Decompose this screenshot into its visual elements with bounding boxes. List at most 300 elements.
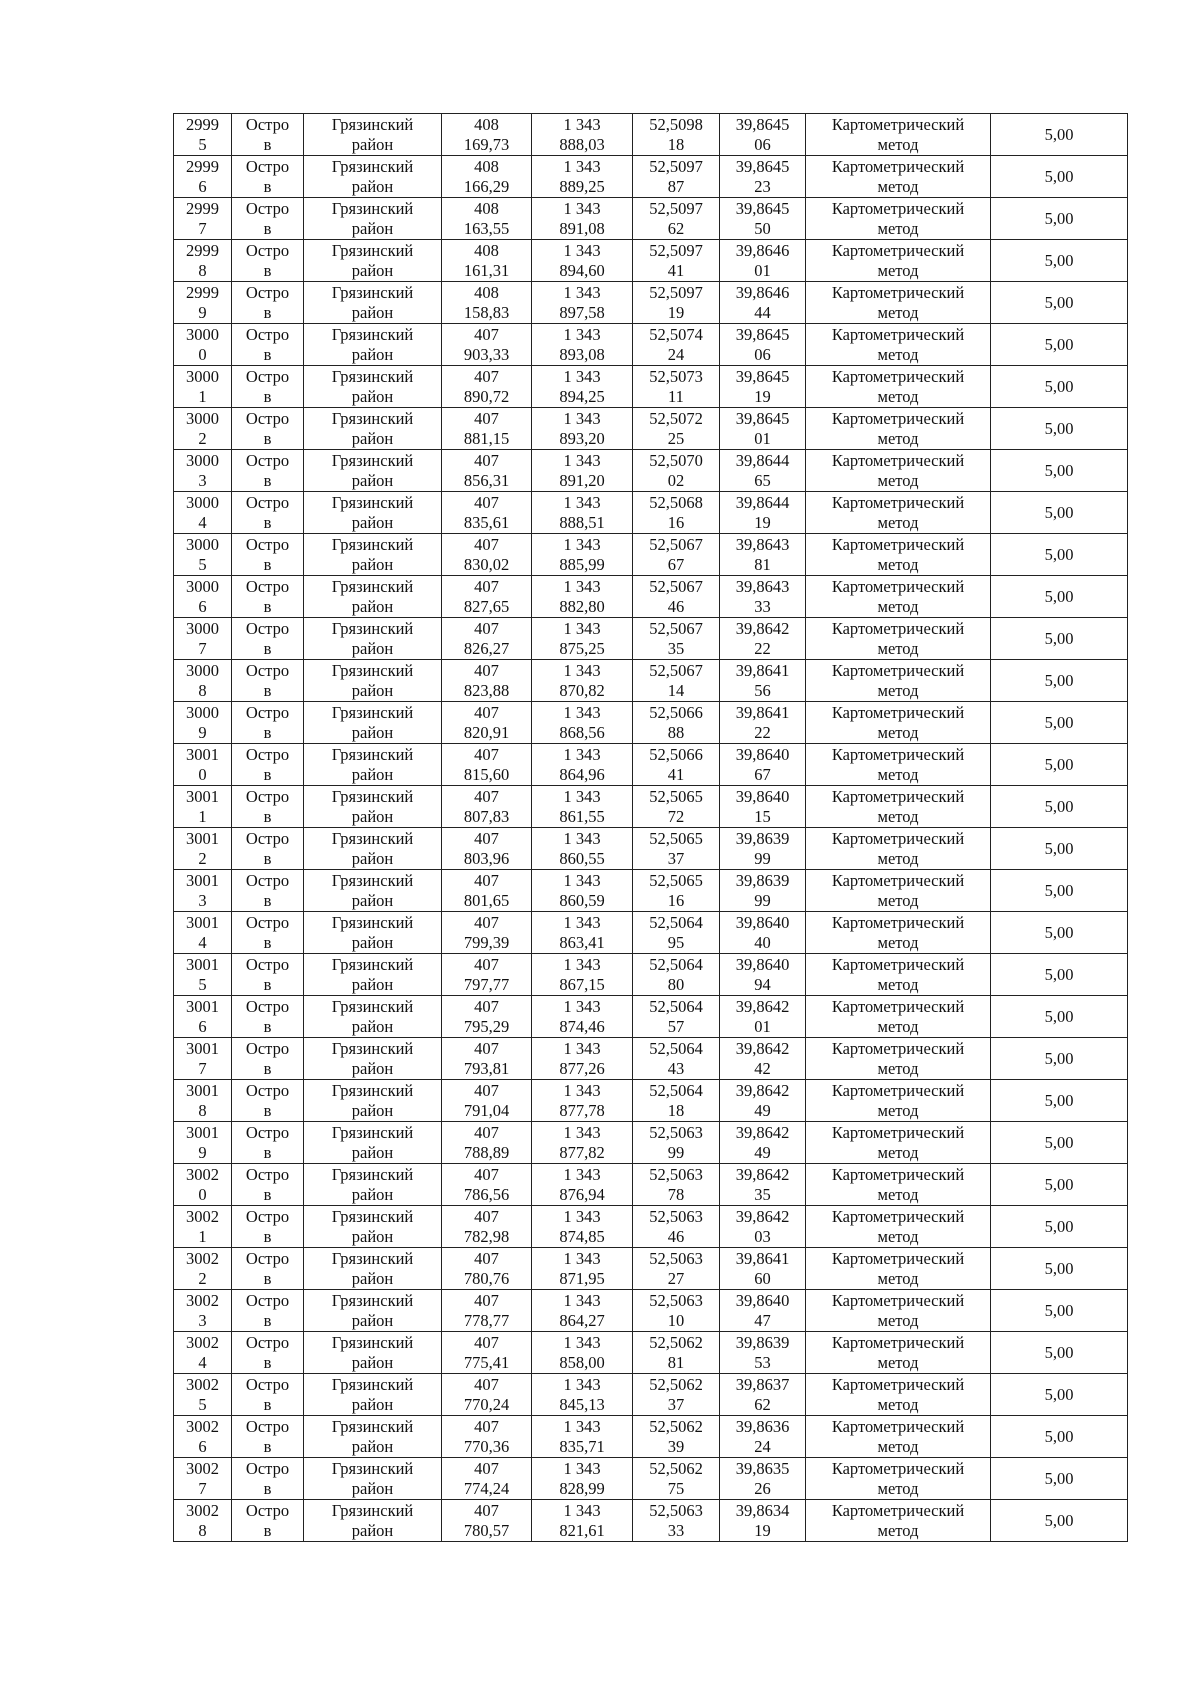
longitude-cell-line-2: 26 (754, 1478, 771, 1498)
longitude-cell (720, 828, 806, 870)
object-type-cell-line-2: в (263, 1478, 272, 1498)
latitude-cell (633, 492, 720, 534)
point-number-cell (174, 1290, 232, 1332)
method-cell-line-2: метод (877, 134, 919, 154)
longitude-cell-line-2: 40 (754, 932, 771, 952)
coord-x-cell-line-1: 407 (474, 660, 499, 680)
method-cell-line-1: Картометрический (831, 492, 965, 512)
accuracy-cell: 5,00 (991, 1122, 1128, 1164)
object-type-cell-line-2: в (263, 386, 272, 406)
latitude-cell-line-2: 75 (667, 1478, 685, 1498)
object-type-cell-line-1: Остро (245, 1332, 290, 1352)
object-type-cell (232, 1374, 304, 1416)
method-cell-line-2: метод (877, 1268, 919, 1288)
longitude-cell (720, 492, 806, 534)
latitude-cell (633, 1500, 720, 1542)
point-number-cell-line-1: 3001 (186, 744, 219, 764)
method-cell-line-1: Картометрический (831, 912, 965, 932)
latitude-cell (633, 954, 720, 996)
point-number-cell-line-1: 3000 (186, 534, 219, 554)
method-cell-line-1: Картометрический (831, 702, 965, 722)
point-number-cell (174, 702, 232, 744)
object-type-cell-line-2: в (263, 428, 272, 448)
coord-x-cell-line-1: 407 (474, 996, 499, 1016)
coord-x-cell (442, 1416, 532, 1458)
object-type-cell (232, 744, 304, 786)
coord-y-cell (532, 618, 633, 660)
object-type-cell-line-2: в (263, 764, 272, 784)
latitude-cell-line-1: 52,5068 (649, 492, 703, 512)
coord-y-cell-line-2: 868,56 (559, 722, 605, 742)
district-cell (304, 198, 442, 240)
district-cell-line-1: Грязинский (331, 1290, 414, 1310)
district-cell-line-1: Грязинский (331, 450, 414, 470)
coord-y-cell (532, 1458, 633, 1500)
method-cell-line-2: метод (877, 932, 919, 952)
coord-y-cell (532, 1374, 633, 1416)
longitude-cell-line-1: 39,8642 (735, 618, 790, 638)
latitude-cell-line-1: 52,5065 (649, 786, 703, 806)
coord-x-cell-line-1: 407 (474, 1290, 499, 1310)
point-number-cell (174, 660, 232, 702)
object-type-cell-line-1: Остро (245, 618, 290, 638)
coord-x-cell-line-2: 795,29 (463, 1016, 510, 1036)
object-type-cell-line-2: в (263, 680, 272, 700)
object-type-cell-line-2: в (263, 1058, 272, 1078)
table-row (174, 912, 1128, 954)
coord-x-cell (442, 282, 532, 324)
point-number-cell-line-1: 3002 (186, 1248, 219, 1268)
object-type-cell-line-1: Остро (245, 1458, 290, 1478)
point-number-cell (174, 156, 232, 198)
accuracy-cell: 5,00 (991, 1332, 1128, 1374)
district-cell-line-1: Грязинский (331, 1038, 414, 1058)
coord-x-cell-line-2: 782,98 (463, 1226, 510, 1246)
latitude-cell-line-2: 57 (667, 1016, 685, 1036)
district-cell (304, 954, 442, 996)
longitude-cell-line-2: 15 (754, 806, 771, 826)
coord-y-cell-line-1: 1 343 (563, 1206, 601, 1226)
longitude-cell-line-1: 39,8643 (735, 534, 790, 554)
latitude-cell-line-1: 52,5062 (649, 1332, 703, 1352)
point-number-cell-line-1: 3001 (186, 1038, 219, 1058)
longitude-cell-line-2: 49 (754, 1142, 771, 1162)
accuracy-cell: 5,00 (991, 450, 1128, 492)
object-type-cell-line-2: в (263, 638, 272, 658)
method-cell-line-2: метод (877, 1100, 919, 1120)
district-cell-line-2: район (351, 218, 394, 238)
coord-y-cell (532, 954, 633, 996)
point-number-cell-line-1: 3000 (186, 702, 219, 722)
district-cell (304, 912, 442, 954)
longitude-cell (720, 198, 806, 240)
longitude-cell-line-2: 23 (754, 176, 771, 196)
table-row (174, 1374, 1128, 1416)
object-type-cell-line-2: в (263, 1520, 272, 1540)
coord-y-cell-line-2: 858,00 (559, 1352, 605, 1372)
longitude-cell-line-1: 39,8642 (735, 1206, 790, 1226)
coord-x-cell (442, 912, 532, 954)
table-body (174, 114, 1128, 1542)
object-type-cell (232, 618, 304, 660)
coord-x-cell (442, 324, 532, 366)
longitude-cell-line-1: 39,8639 (735, 870, 790, 890)
point-number-cell-line-1: 3002 (186, 1458, 219, 1478)
method-cell (806, 870, 991, 912)
point-number-cell-line-1: 3000 (186, 576, 219, 596)
longitude-cell-line-2: 50 (754, 218, 771, 238)
point-number-cell-line-1: 3000 (186, 450, 219, 470)
district-cell (304, 450, 442, 492)
method-cell-line-2: метод (877, 638, 919, 658)
coord-x-cell-line-1: 408 (474, 114, 499, 134)
point-number-cell-line-2: 0 (198, 1184, 207, 1204)
coord-y-cell (532, 198, 633, 240)
longitude-cell-line-2: 49 (754, 1100, 771, 1120)
district-cell (304, 324, 442, 366)
object-type-cell-line-2: в (263, 932, 272, 952)
object-type-cell-line-1: Остро (245, 786, 290, 806)
method-cell-line-1: Картометрический (831, 324, 965, 344)
method-cell-line-2: метод (877, 470, 919, 490)
district-cell (304, 1458, 442, 1500)
coord-x-cell-line-1: 407 (474, 1458, 499, 1478)
longitude-cell-line-1: 39,8639 (735, 828, 790, 848)
coord-y-cell-line-2: 864,96 (559, 764, 605, 784)
object-type-cell-line-1: Остро (245, 240, 290, 260)
longitude-cell-line-1: 39,8644 (735, 450, 790, 470)
coord-y-cell-line-2: 871,95 (559, 1268, 605, 1288)
latitude-cell (633, 156, 720, 198)
coord-y-cell (532, 282, 633, 324)
coord-x-cell-line-2: 820,91 (463, 722, 510, 742)
district-cell (304, 828, 442, 870)
coord-x-cell (442, 408, 532, 450)
method-cell-line-2: метод (877, 386, 919, 406)
district-cell-line-2: район (351, 680, 394, 700)
coord-y-cell (532, 324, 633, 366)
method-cell (806, 156, 991, 198)
object-type-cell-line-2: в (263, 260, 272, 280)
point-number-cell (174, 534, 232, 576)
district-cell-line-1: Грязинский (331, 1458, 414, 1478)
latitude-cell (633, 114, 720, 156)
longitude-cell-line-1: 39,8645 (735, 114, 790, 134)
point-number-cell-line-1: 3001 (186, 786, 219, 806)
method-cell-line-2: метод (877, 218, 919, 238)
method-cell (806, 240, 991, 282)
accuracy-cell: 5,00 (991, 744, 1128, 786)
point-number-cell-line-1: 3000 (186, 492, 219, 512)
district-cell-line-2: район (351, 1058, 394, 1078)
point-number-cell-line-1: 3000 (186, 408, 219, 428)
object-type-cell-line-2: в (263, 1436, 272, 1456)
latitude-cell-line-1: 52,5063 (649, 1206, 703, 1226)
method-cell-line-1: Картометрический (831, 618, 965, 638)
district-cell (304, 156, 442, 198)
coord-x-cell (442, 702, 532, 744)
coord-y-cell (532, 786, 633, 828)
coord-y-cell (532, 1416, 633, 1458)
coord-y-cell (532, 1248, 633, 1290)
latitude-cell-line-1: 52,5063 (649, 1500, 703, 1520)
point-number-cell (174, 576, 232, 618)
coord-x-cell-line-1: 407 (474, 912, 499, 932)
district-cell-line-2: район (351, 554, 394, 574)
object-type-cell (232, 282, 304, 324)
district-cell-line-2: район (351, 302, 394, 322)
latitude-cell-line-1: 52,5074 (649, 324, 703, 344)
method-cell-line-2: метод (877, 848, 919, 868)
coord-y-cell-line-2: 874,46 (559, 1016, 605, 1036)
coordinates-table (173, 113, 1128, 1542)
coord-x-cell (442, 996, 532, 1038)
latitude-cell (633, 870, 720, 912)
coord-x-cell (442, 1080, 532, 1122)
method-cell-line-1: Картометрический (831, 114, 965, 134)
coord-x-cell-line-2: 780,57 (463, 1520, 510, 1540)
longitude-cell-line-1: 39,8641 (735, 660, 790, 680)
latitude-cell-line-2: 24 (667, 344, 685, 364)
coord-x-cell-line-1: 407 (474, 1122, 499, 1142)
accuracy-cell: 5,00 (991, 324, 1128, 366)
coord-y-cell-line-2: 882,80 (559, 596, 605, 616)
point-number-cell-line-1: 3000 (186, 366, 219, 386)
coord-x-cell-line-2: 856,31 (463, 470, 510, 490)
point-number-cell-line-2: 7 (198, 1058, 207, 1078)
point-number-cell (174, 114, 232, 156)
coord-y-cell-line-2: 876,94 (559, 1184, 605, 1204)
coord-y-cell (532, 828, 633, 870)
coord-x-cell-line-1: 407 (474, 1206, 499, 1226)
district-cell-line-1: Грязинский (331, 996, 414, 1016)
longitude-cell (720, 156, 806, 198)
longitude-cell (720, 1500, 806, 1542)
point-number-cell (174, 1122, 232, 1164)
object-type-cell-line-2: в (263, 1016, 272, 1036)
coord-x-cell-line-1: 407 (474, 576, 499, 596)
method-cell (806, 744, 991, 786)
table-row (174, 1206, 1128, 1248)
coord-y-cell-line-2: 888,03 (559, 134, 605, 154)
district-cell-line-1: Грязинский (331, 1500, 414, 1520)
district-cell (304, 408, 442, 450)
object-type-cell (232, 1080, 304, 1122)
district-cell-line-2: район (351, 428, 394, 448)
latitude-cell-line-1: 52,5064 (649, 1080, 703, 1100)
longitude-cell (720, 618, 806, 660)
point-number-cell-line-1: 3001 (186, 870, 219, 890)
coord-x-cell-line-2: 815,60 (463, 764, 510, 784)
latitude-cell-line-1: 52,5062 (649, 1458, 703, 1478)
point-number-cell (174, 618, 232, 660)
object-type-cell (232, 240, 304, 282)
district-cell-line-1: Грязинский (331, 1248, 414, 1268)
longitude-cell-line-2: 99 (754, 890, 771, 910)
district-cell (304, 492, 442, 534)
object-type-cell (232, 702, 304, 744)
accuracy-cell: 5,00 (991, 1248, 1128, 1290)
object-type-cell (232, 198, 304, 240)
latitude-cell-line-1: 52,5065 (649, 828, 703, 848)
coord-y-cell-line-1: 1 343 (563, 954, 601, 974)
coord-x-cell-line-2: 827,65 (463, 596, 510, 616)
district-cell (304, 240, 442, 282)
district-cell-line-1: Грязинский (331, 912, 414, 932)
district-cell-line-1: Грязинский (331, 282, 414, 302)
table-row (174, 282, 1128, 324)
accuracy-cell: 5,00 (991, 912, 1128, 954)
accuracy-cell: 5,00 (991, 1458, 1128, 1500)
district-cell-line-2: район (351, 1100, 394, 1120)
method-cell (806, 618, 991, 660)
object-type-cell (232, 324, 304, 366)
point-number-cell-line-2: 9 (198, 302, 207, 322)
longitude-cell-line-1: 39,8641 (735, 702, 790, 722)
longitude-cell (720, 1290, 806, 1332)
object-type-cell (232, 870, 304, 912)
coord-y-cell-line-1: 1 343 (563, 282, 601, 302)
object-type-cell-line-1: Остро (245, 114, 290, 134)
coord-y-cell-line-1: 1 343 (563, 1290, 601, 1310)
longitude-cell (720, 534, 806, 576)
table-row (174, 450, 1128, 492)
object-type-cell-line-2: в (263, 1142, 272, 1162)
object-type-cell-line-1: Остро (245, 1206, 290, 1226)
method-cell (806, 198, 991, 240)
latitude-cell-line-1: 52,5064 (649, 912, 703, 932)
district-cell (304, 702, 442, 744)
coord-x-cell (442, 1290, 532, 1332)
longitude-cell-line-2: 06 (754, 344, 771, 364)
latitude-cell-line-2: 16 (667, 890, 685, 910)
object-type-cell-line-2: в (263, 848, 272, 868)
district-cell-line-1: Грязинский (331, 954, 414, 974)
object-type-cell (232, 1416, 304, 1458)
accuracy-cell: 5,00 (991, 786, 1128, 828)
district-cell-line-2: район (351, 1352, 394, 1372)
point-number-cell (174, 492, 232, 534)
object-type-cell-line-2: в (263, 512, 272, 532)
district-cell-line-2: район (351, 764, 394, 784)
object-type-cell-line-2: в (263, 1268, 272, 1288)
latitude-cell (633, 1374, 720, 1416)
object-type-cell-line-1: Остро (245, 492, 290, 512)
coord-x-cell-line-2: 881,15 (463, 428, 510, 448)
point-number-cell-line-2: 2 (198, 848, 207, 868)
object-type-cell-line-2: в (263, 722, 272, 742)
coord-x-cell-line-1: 407 (474, 1416, 499, 1436)
object-type-cell-line-1: Остро (245, 450, 290, 470)
district-cell (304, 282, 442, 324)
object-type-cell-line-2: в (263, 344, 272, 364)
longitude-cell-line-1: 39,8642 (735, 1080, 790, 1100)
object-type-cell-line-1: Остро (245, 1374, 290, 1394)
district-cell (304, 1374, 442, 1416)
point-number-cell (174, 282, 232, 324)
object-type-cell-line-1: Остро (245, 1038, 290, 1058)
coord-x-cell-line-1: 407 (474, 324, 499, 344)
table-row (174, 1248, 1128, 1290)
district-cell-line-2: район (351, 386, 394, 406)
method-cell (806, 1248, 991, 1290)
district-cell-line-1: Грязинский (331, 114, 414, 134)
latitude-cell-line-1: 52,5097 (649, 198, 703, 218)
object-type-cell (232, 450, 304, 492)
point-number-cell (174, 1038, 232, 1080)
coord-y-cell-line-1: 1 343 (563, 408, 601, 428)
point-number-cell (174, 1374, 232, 1416)
longitude-cell-line-2: 22 (754, 722, 771, 742)
point-number-cell-line-1: 3001 (186, 954, 219, 974)
table-row (174, 660, 1128, 702)
district-cell-line-1: Грязинский (331, 534, 414, 554)
latitude-cell-line-1: 52,5098 (649, 114, 703, 134)
longitude-cell (720, 1122, 806, 1164)
method-cell-line-2: метод (877, 554, 919, 574)
method-cell (806, 492, 991, 534)
coord-y-cell-line-2: 867,15 (559, 974, 605, 994)
object-type-cell-line-2: в (263, 1100, 272, 1120)
latitude-cell-line-2: 46 (667, 596, 685, 616)
point-number-cell-line-1: 3001 (186, 1080, 219, 1100)
coord-y-cell-line-2: 891,08 (559, 218, 605, 238)
longitude-cell-line-2: 56 (754, 680, 771, 700)
latitude-cell-line-1: 52,5062 (649, 1416, 703, 1436)
latitude-cell-line-2: 39 (667, 1436, 685, 1456)
coord-y-cell (532, 156, 633, 198)
table-row (174, 1500, 1128, 1542)
accuracy-cell: 5,00 (991, 996, 1128, 1038)
method-cell-line-1: Картометрический (831, 660, 965, 680)
method-cell-line-1: Картометрический (831, 450, 965, 470)
method-cell-line-1: Картометрический (831, 534, 965, 554)
method-cell-line-2: метод (877, 302, 919, 322)
coord-y-cell-line-2: 861,55 (559, 806, 605, 826)
method-cell (806, 660, 991, 702)
object-type-cell-line-1: Остро (245, 1248, 290, 1268)
latitude-cell-line-1: 52,5064 (649, 954, 703, 974)
coord-x-cell-line-2: 770,24 (463, 1394, 510, 1414)
coord-x-cell (442, 198, 532, 240)
accuracy-cell: 5,00 (991, 1374, 1128, 1416)
point-number-cell-line-1: 3002 (186, 1500, 219, 1520)
latitude-cell-line-2: 41 (667, 764, 685, 784)
method-cell-line-1: Картометрический (831, 828, 965, 848)
latitude-cell-line-2: 18 (667, 134, 685, 154)
method-cell (806, 1080, 991, 1122)
longitude-cell (720, 786, 806, 828)
coord-y-cell (532, 912, 633, 954)
latitude-cell-line-2: 43 (667, 1058, 685, 1078)
method-cell-line-2: метод (877, 1226, 919, 1246)
district-cell-line-2: район (351, 1436, 394, 1456)
latitude-cell-line-1: 52,5063 (649, 1290, 703, 1310)
point-number-cell-line-2: 7 (198, 638, 207, 658)
district-cell (304, 1206, 442, 1248)
coord-y-cell-line-2: 863,41 (559, 932, 605, 952)
method-cell (806, 996, 991, 1038)
method-cell (806, 534, 991, 576)
coord-x-cell (442, 534, 532, 576)
district-cell-line-1: Грязинский (331, 492, 414, 512)
longitude-cell (720, 1416, 806, 1458)
coord-x-cell-line-1: 407 (474, 786, 499, 806)
object-type-cell (232, 408, 304, 450)
latitude-cell-line-2: 02 (667, 470, 685, 490)
coord-x-cell (442, 1332, 532, 1374)
district-cell-line-1: Грязинский (331, 324, 414, 344)
